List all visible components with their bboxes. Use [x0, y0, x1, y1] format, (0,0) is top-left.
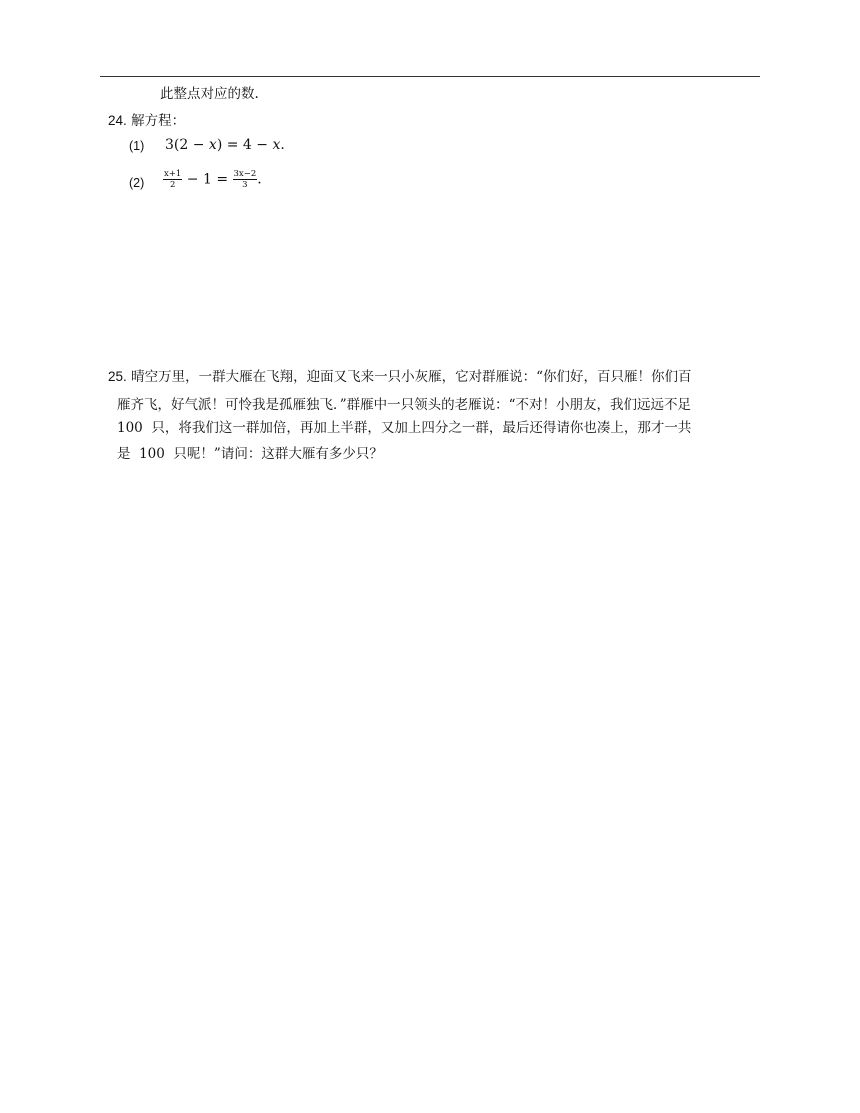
q24-item2-label: (2)	[129, 176, 145, 190]
eq2-middle: − 1 =	[182, 171, 233, 188]
q24-item1-label: (1)	[129, 139, 145, 153]
eq1-var-x2: x	[272, 137, 281, 153]
q25-line-2: 雁齐飞，好气派！可怜我是孤雁独飞．”群雁中一只领头的老雁说：“不对！小朋友，我们远远不足	[117, 397, 692, 413]
question-24-title: 解方程：	[131, 113, 186, 129]
fraction-2-numerator: 3x−2	[233, 169, 257, 179]
eq1-var-x: x	[208, 137, 217, 153]
fraction-2-denominator: 3	[242, 180, 248, 190]
previous-question-tail: 此整点对应的数.	[160, 86, 259, 102]
fraction-2	[233, 169, 258, 190]
fraction-1-denominator: 2	[169, 180, 176, 190]
eq1-part-a: 3(2 −	[165, 137, 209, 153]
q24-item1-equation	[165, 137, 285, 153]
fraction-1-numerator: x+1	[164, 169, 182, 179]
q25-line-1-text: 晴空万里，一群大雁在飞翔，迎面又飞来一只小灰雁，它对群雁说：“你们好，百只雁！你们百	[131, 369, 692, 385]
q25-line-4: 是 100 只呢！”请问：这群大雁有多少只？	[117, 446, 383, 462]
question-25-number: 25.	[108, 369, 127, 384]
eq1-end: .	[280, 137, 285, 153]
q25-line-1	[108, 368, 691, 386]
fraction-1	[163, 169, 182, 190]
question-24-number: 24.	[108, 113, 127, 128]
header-rule	[100, 76, 760, 77]
eq1-part-b: ) = 4 −	[216, 137, 273, 153]
eq2-end: .	[257, 171, 262, 188]
q25-line-3: 100 只，将我们这一群加倍，再加上半群，又加上四分之一群，最后还得请你也凑上，那才一共	[117, 420, 692, 436]
q24-item2-equation	[163, 169, 262, 190]
question-24-heading	[108, 112, 185, 130]
